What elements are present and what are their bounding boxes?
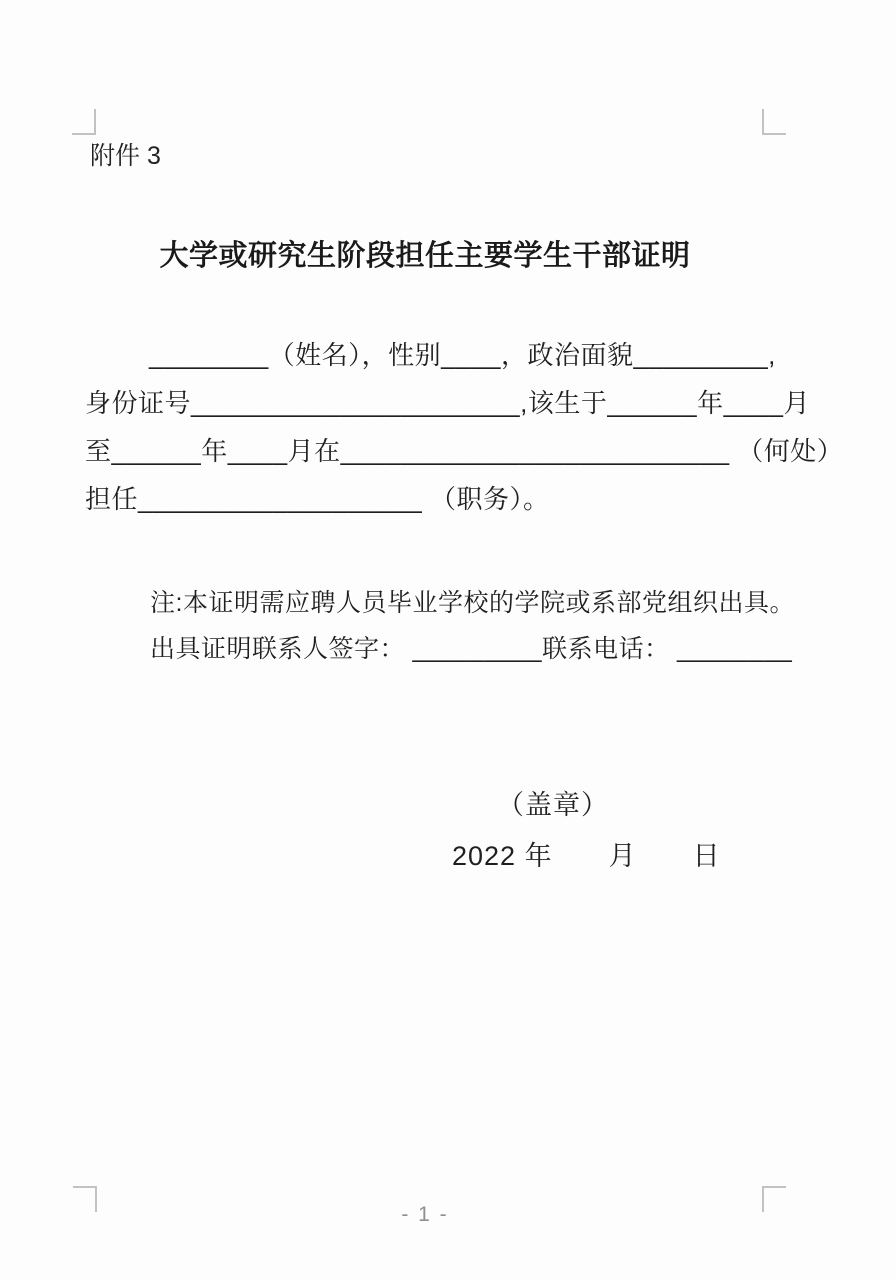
page-number: - 1 -	[401, 1203, 449, 1226]
body-line-id-number-start-date: 身份证号______________________,该生于______年____月	[85, 388, 810, 418]
note-line-issuer-requirement: 注:本证明需应聘人员毕业学校的学院或系部党组织出具。	[150, 589, 795, 617]
body-line-position: 担任___________________ （职务）。	[85, 484, 550, 514]
crop-mark-top-left	[72, 109, 96, 135]
body-line-name-gender-politics: ________（姓名），性别____，政治面貌_________,	[149, 340, 776, 370]
date-line: 2022 年 月 日	[452, 841, 721, 871]
attachment-label: 附件 3	[90, 142, 161, 170]
document-title: 大学或研究生阶段担任主要学生干部证明	[159, 240, 691, 272]
note-line-contact-signature-phone: 出具证明联系人签字： _________联系电话： ________	[150, 635, 793, 663]
note-block	[150, 580, 795, 672]
crop-mark-bottom-right	[762, 1186, 786, 1212]
certificate-body	[85, 331, 844, 523]
stamp-label: （盖章）	[497, 790, 609, 820]
crop-mark-top-right	[762, 109, 786, 135]
body-line-end-date-place: 至______年____月在__________________________ （何处）	[85, 436, 844, 466]
